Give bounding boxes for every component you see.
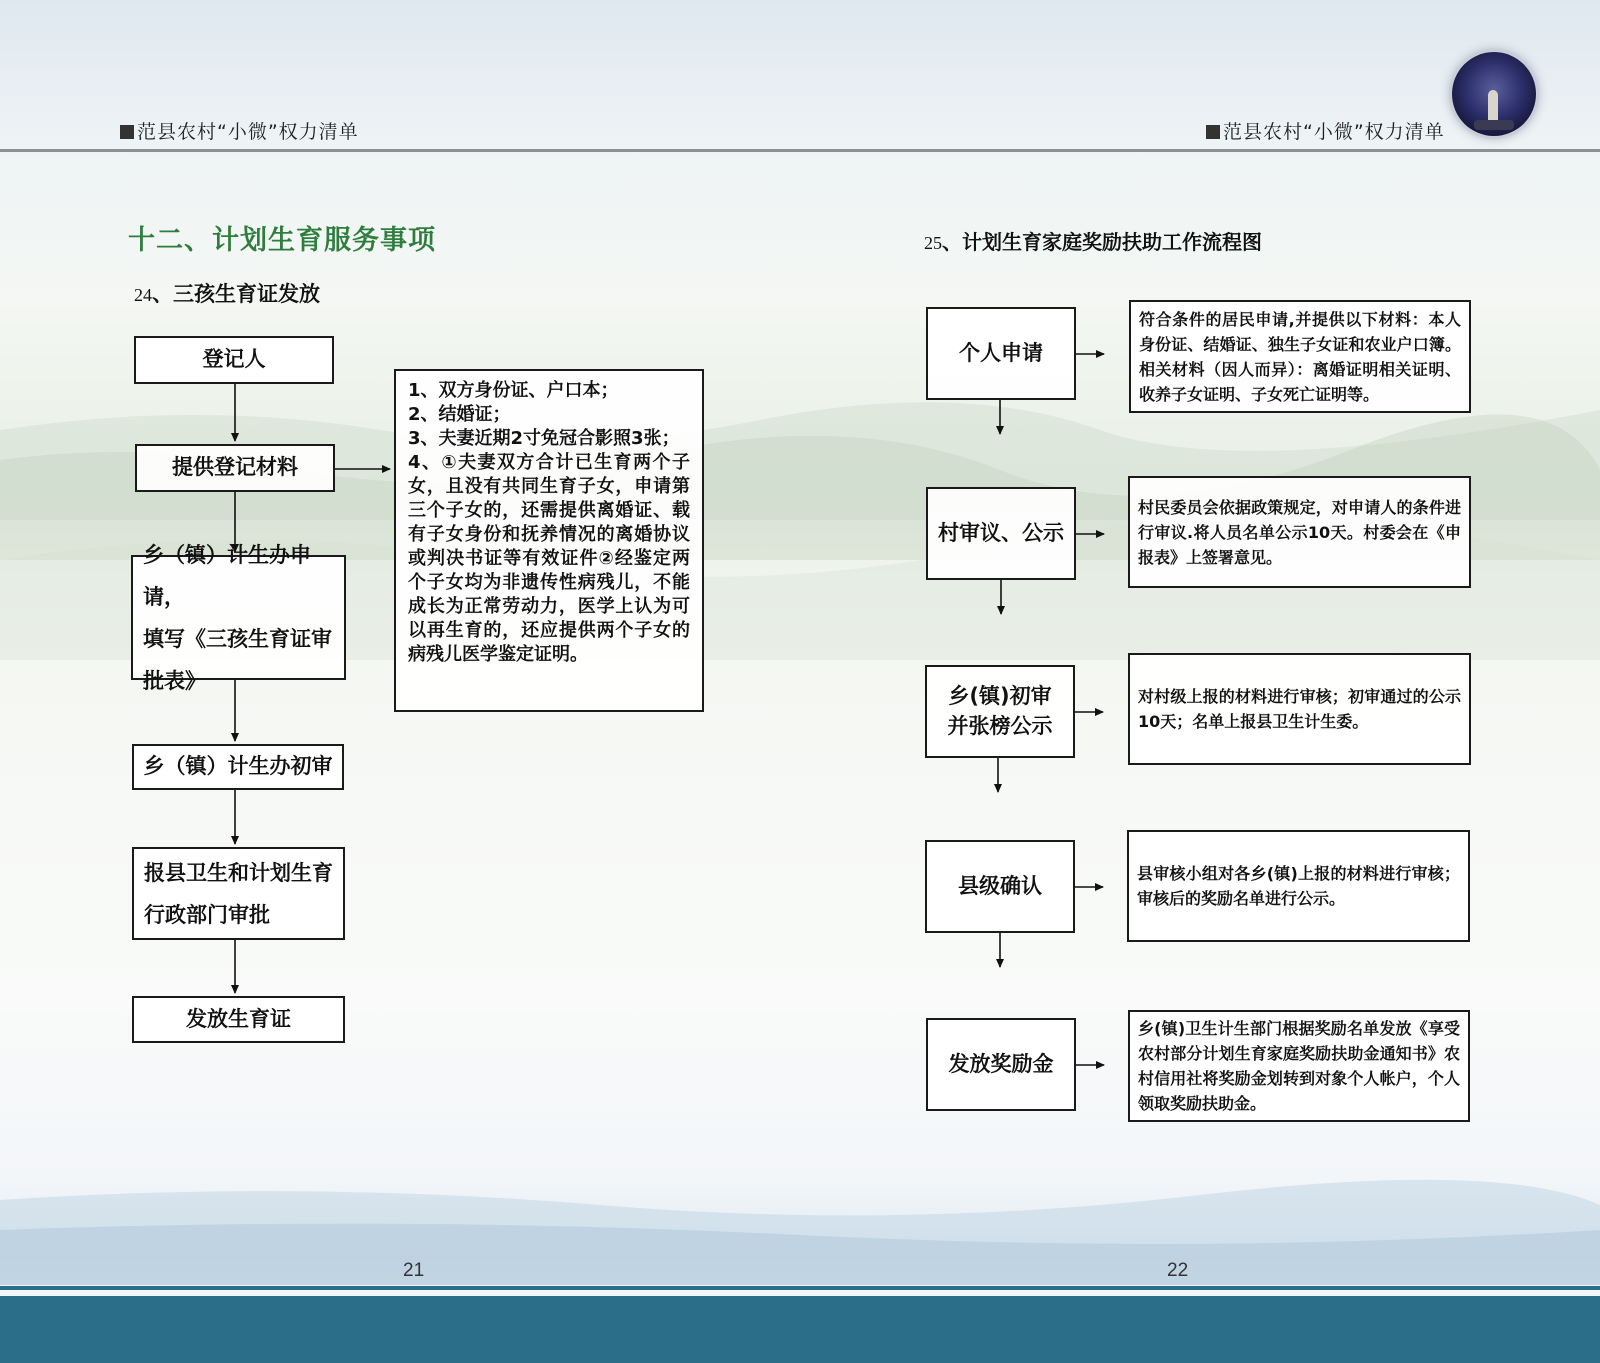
step-issue-reward: 发放奖励金 (926, 1018, 1076, 1111)
step-township-initial-review: 乡(镇)初审 并张榜公示 (925, 665, 1075, 758)
footer-band (0, 1296, 1600, 1363)
step-registrant: 登记人 (134, 336, 334, 384)
step-personal-apply: 个人申请 (926, 307, 1076, 400)
step-village-review: 村审议、公示 (926, 487, 1076, 580)
page-number-left: 21 (403, 1260, 425, 1281)
step-county-confirm: 县级确认 (925, 840, 1075, 933)
desc-personal-apply: 符合条件的居民申请,并提供以下材料：本人身份证、结婚证、独生子女证和农业户口簿。相关材料（因人而异）：离婚证明相关证明、收养子女证明、子女死亡证明等。 (1129, 300, 1471, 413)
desc-issue-reward: 乡(镇)卫生计生部门根据奖励名单发放《享受农村部分计划生育家庭奖励扶助金通知书》农村信用社将奖励金划转到对象个人帐户，个人领取奖励扶助金。 (1128, 1010, 1470, 1122)
night-statue-emblem (1452, 52, 1536, 136)
page-number-right: 22 (1167, 1260, 1189, 1281)
section-title: 十二、计划生育服务事项 (128, 225, 436, 256)
square-bullet-icon (1206, 125, 1220, 139)
step-township-review: 乡（镇）计生办初审 (132, 744, 344, 790)
left-subtitle: 24、三孩生育证发放 (134, 282, 320, 306)
step-provide-materials: 提供登记材料 (135, 444, 335, 492)
header-left-title: 范县农村“小微”权力清单 (120, 117, 359, 144)
desc-village-review: 村民委员会依据政策规定，对申请人的条件进行审议.将人员名单公示10天。村委会在《申报表》上签署意见。 (1128, 476, 1471, 588)
right-subtitle: 25、计划生育家庭奖励扶助工作流程图 (924, 230, 1262, 254)
step-issue-certificate: 发放生育证 (132, 996, 345, 1043)
desc-township-initial-review: 对村级上报的材料进行审核；初审通过的公示10天；名单上报县卫生计生委。 (1128, 653, 1471, 765)
header-divider (0, 149, 1600, 152)
desc-county-confirm: 县审核小组对各乡(镇)上报的材料进行审核；审核后的奖励名单进行公示。 (1127, 830, 1470, 942)
materials-note: 1、双方身份证、户口本； 2、结婚证； 3、夫妻近期2寸免冠合影照3张； 4、①夫妻双方合计已生育两个子女，且没有共同生育子女，申请第三个子女的，还需提供离婚证、载有子女身份和抚养情况的离婚协议或判决书证等有效证件②经鉴定两个子女均为非遗传性病残儿，不能成长为正常劳动力，医学上认为可以再生育的，还应提供两个子女的病残儿医学鉴定证明。 (394, 369, 704, 712)
step-township-apply: 乡（镇）计生办申请， 填写《三孩生育证审 批表》 (131, 555, 346, 680)
square-bullet-icon (120, 125, 134, 139)
step-county-approval: 报县卫生和计划生育 行政部门审批 (132, 847, 345, 940)
header-right-title: 范县农村“小微”权力清单 (1206, 117, 1445, 144)
footer-line (0, 1286, 1600, 1290)
